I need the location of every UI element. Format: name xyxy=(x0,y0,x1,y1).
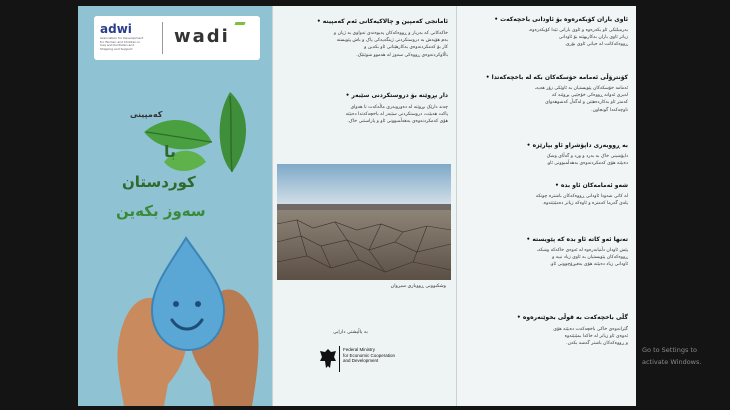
dry-riverbed-photo xyxy=(277,164,451,280)
partner-logos xyxy=(94,16,260,60)
leaf-icon xyxy=(134,88,254,184)
bmz-logo xyxy=(319,346,429,382)
cover-title-line-3: سەوز بکەین xyxy=(116,202,206,220)
cover-panel xyxy=(78,6,272,406)
section-heading: بە ڕووبەری داپۆشراو ئاو بپارێزە • xyxy=(527,142,628,149)
cover-title-line-2: کوردستان xyxy=(122,173,196,191)
brochure-scan xyxy=(78,6,636,406)
section-body: لە کاتی شەودا ئاودانی ڕووەکەکان باشترە چونکە پلەی گەرما کەمترە و ئاوەکە زیاتر دەمێنێتەوە. xyxy=(535,194,628,207)
right-panel xyxy=(456,6,636,406)
section-heading: کۆنترۆڵی ئەمامە خۆسکەکان بکە لە باخچەکەتدا • xyxy=(486,74,628,81)
hands-water-drop-illustration xyxy=(112,234,262,406)
section-body: داپۆشینی خاک بە بەرد و ورد و گەڵای وشک دەبێتە هۆی کەمکردنەوەی بەهەڵمبوونی ئاو. xyxy=(546,154,628,167)
wadi-logo: wadi xyxy=(174,26,230,47)
section-heading: ئامانجی کەمپین و چالاکیەکانی ئەم کەمپینە • xyxy=(317,18,448,25)
section-heading: دار بڕوێنە بۆ دروستکردنی سێبەر • xyxy=(346,92,448,99)
middle-panel xyxy=(272,6,456,406)
funding-note: بە پاڵپشتی دارایی xyxy=(333,330,368,335)
photo-caption: وشکبوونی ڕووباری سیروان xyxy=(390,284,446,289)
section-heading: گڵی باخچەکەت بە قوڵی بخوێنەرەوە • xyxy=(517,314,628,321)
section-body: ئەمامە خۆسکەکان پێویستیان بە ئاوێکی زۆر هەیە، لەبری ئەوانە ڕووەکی خۆجێیی بڕوێنە کە کەمتر ئاو بەکاردەهێنن و لەگەڵ کەشوهەوای ناوچەکەدا گونجاون. xyxy=(534,86,628,113)
cover-title-line-1: با xyxy=(164,142,177,161)
adwi-logo: adwi xyxy=(100,22,132,36)
section-heading: شەو ئەمامەکان ئاو بدە • xyxy=(555,182,628,189)
wadi-accent-mark xyxy=(234,22,245,25)
bmz-name: Federal Ministry for Economic Cooperation and Development xyxy=(343,347,396,364)
section-body: گێرانەوەی خاکی باخچەکەت دەبێتە هۆی ئەوەی ئاو زیاتر لە خاکدا بمێنێتەوە و ڕووەکەکان باشتر گەشە بکەن. xyxy=(553,327,628,347)
section-body: پێش ئاودان دڵنیابەرەوە لە ئەوەی خاکەکە وشکە، ڕووەکەکان پێویستیان بە ئاوی زیاد نییە و ئاودانی زیاد دەبێتە هۆی بەفیڕۆچوونی ئاو. xyxy=(536,248,628,268)
section-heading: تەنها ئەو کاتە ئاو بدە کە پێویستە • xyxy=(526,236,628,243)
german-eagle-icon xyxy=(319,348,337,370)
section-body: چەند دارێک بڕوێنە لە دەوروبەری ماڵەکەت تا هەوای پاکت هەبێت، دروستکردنی سێبەر لە باخچەکەتدا دەبێتە هۆی کەمکردنەوەی بەهەڵمبوونی ئاو و پاراستنی خاک. xyxy=(345,105,448,125)
campaign-label: کەمپینی xyxy=(130,110,163,119)
section-body: خاکەکانی کە بەربار و ڕووەکەکان پەیوەندی تەواوی بە ژیان و بەم هۆیەش بە دروستکردنی ژینگەیەکی پاک و باش پێویستە کار بۆ کەمکردنەوەی بەکارهێنانی ئاو بکەین و باڵاوکردنەوەی ڕووەکی سەوز لە هەموو شوێنێک. xyxy=(333,31,448,58)
bmz-flag-bar xyxy=(339,346,340,372)
logo-divider xyxy=(162,22,163,54)
activate-windows-watermark: Go to Settings to activate Windows. xyxy=(642,346,702,366)
section-heading: ئاوی باران کۆبکەرەوە بۆ ئاودانی باخچەکەت • xyxy=(494,16,628,23)
section-body: بەرمیلێکی ئاو بکەرەوە و ئاوی بارانی تێدا کۆبکەرەوە، زیاتر ئاوی باران بەکاربهێنە بۆ ئاودانی ڕووەکەکانت لە جیاتی ئاوی بۆری. xyxy=(528,28,628,48)
adwi-tagline: Association for Development for Women and Children in Iraq and Kurdistan and Shipping and Support xyxy=(100,36,144,51)
